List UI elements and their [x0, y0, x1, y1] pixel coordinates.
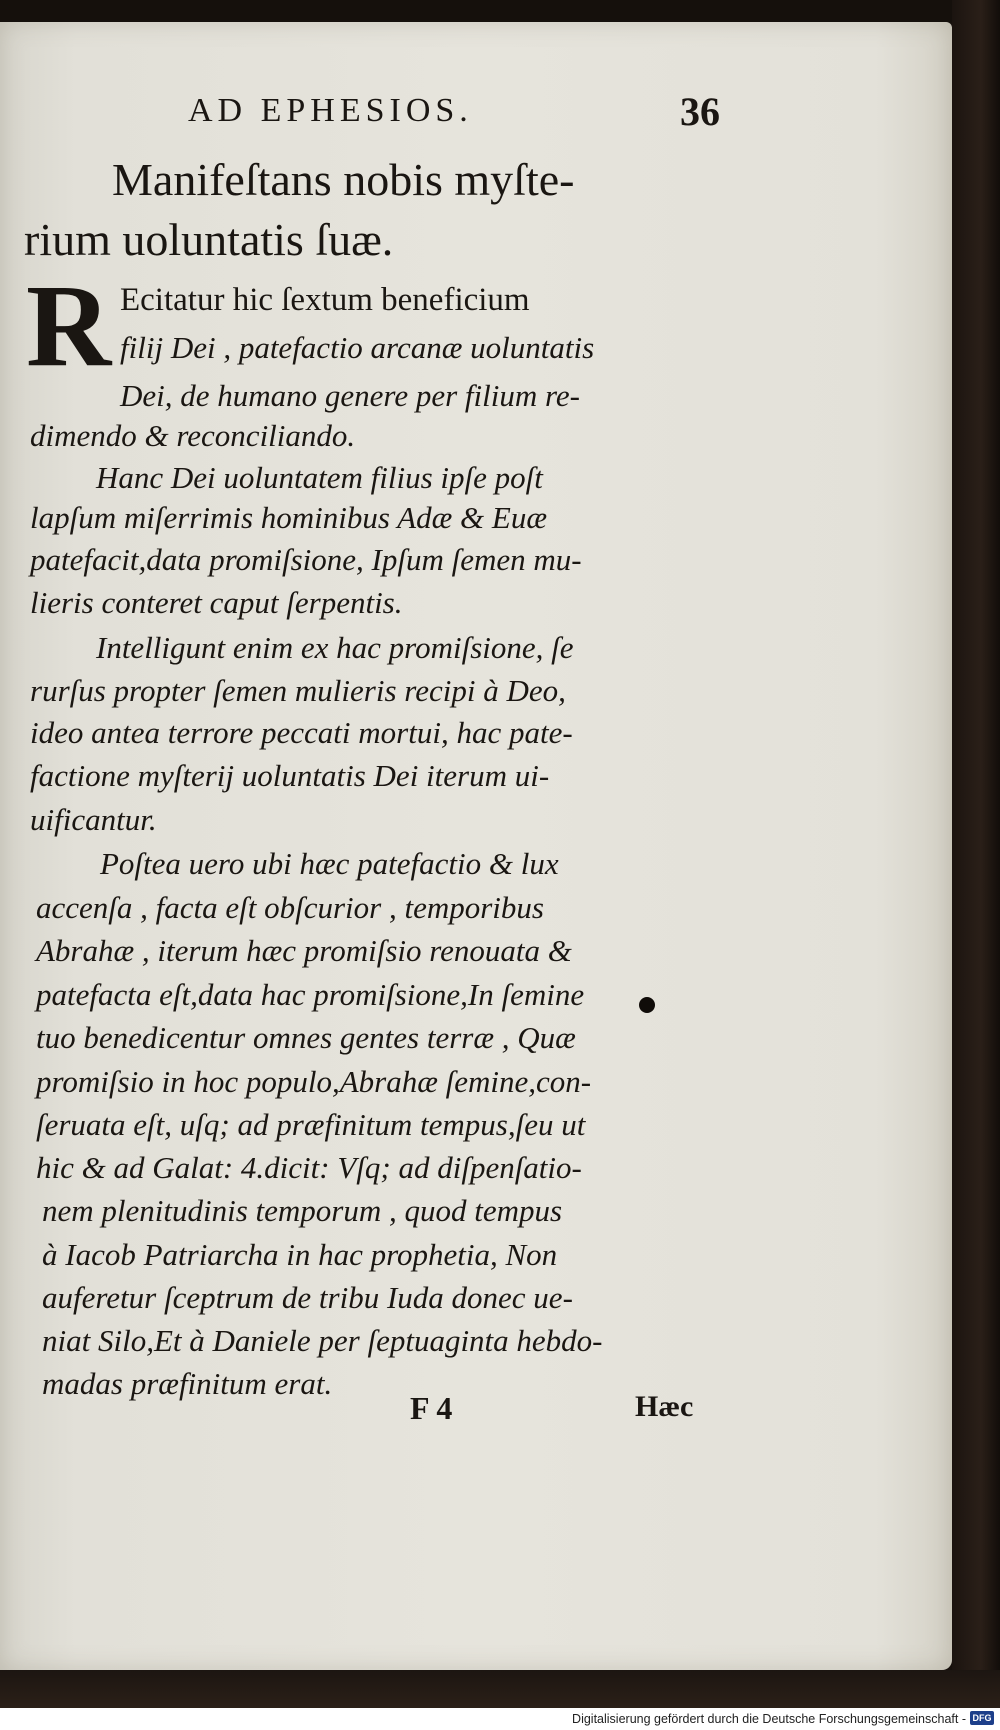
text-line: dimendo & reconciliando. [30, 418, 356, 453]
text-line: auferetur ſceptrum de tribu Iuda donec ue- [42, 1280, 573, 1315]
text-line: Hanc Dei uoluntatem filius ipſe poſt [96, 460, 543, 495]
running-title: AD EPHESIOS. [188, 92, 473, 129]
text-line: nem plenitudinis temporum , quod tempus [42, 1193, 563, 1228]
text-line: Ecitatur hic ſextum beneficium [120, 282, 530, 318]
bottom-border [0, 1670, 1000, 1708]
text-line: madas præfinitum erat. [42, 1366, 333, 1401]
section-title [24, 150, 684, 270]
top-border [0, 0, 1000, 22]
text-line: lieris conteret caput ſerpentis. [30, 585, 403, 620]
text-line: ideo antea terrore peccati mortui, hac pate- [30, 715, 573, 750]
ink-blot [639, 997, 655, 1013]
text-line: patefacta eſt,data hac promiſsione,In ſemine [36, 977, 585, 1012]
text-line: lapſum miſerrimis hominibus Adæ & Euæ [30, 500, 547, 535]
catchword: Hæc [635, 1390, 694, 1423]
text-line: ſeruata eſt, uſq; ad præfinitum tempus,ſeu ut [36, 1107, 586, 1142]
drop-capital: R [26, 260, 112, 391]
text-line: factione myſterij uoluntatis Dei iterum ui- [30, 758, 550, 793]
text-line: patefacit,data promiſsione, Ipſum ſemen mu- [30, 542, 582, 577]
book-spine-edge [952, 0, 1000, 1700]
text-line: rurſus propter ſemen mulieris recipi à Deo, [30, 673, 566, 708]
text-line: promiſsio in hoc populo,Abrahæ ſemine,con- [36, 1064, 592, 1099]
footer-credit: Digitalisierung gefördert durch die Deutsche Forschungsgemeinschaft - [572, 1712, 966, 1726]
text-line: uificantur. [30, 802, 157, 837]
text-line: hic & ad Galat: 4.dicit: Vſq; ad diſpenſatio- [36, 1150, 582, 1185]
text-line: filij Dei , patefactio arcanæ uoluntatis [120, 330, 595, 365]
text-line: Abrahæ , iterum hæc promiſsio renouata & [36, 933, 572, 968]
title-line-1: Manifeſtans nobis myſte- [112, 154, 575, 205]
text-line: Intelligunt enim ex hac promiſsione, ſe [96, 630, 574, 665]
text-line: tuo benedicentur omnes gentes terræ , Quæ [36, 1020, 576, 1055]
text-line: niat Silo,Et à Daniele per ſeptuaginta hebdo- [42, 1323, 603, 1358]
text-line: à Iacob Patriarcha in hac prophetia, Non [42, 1237, 558, 1272]
signature-mark: F 4 [410, 1390, 453, 1426]
dfg-logo-icon: DFG [970, 1711, 994, 1725]
page-number: 36 [680, 89, 720, 134]
title-line-2: rium uoluntatis ſuæ. [24, 214, 394, 265]
text-line: Poſtea uero ubi hæc patefactio & lux [100, 846, 559, 881]
text-line: Dei, de humano genere per filium re- [120, 378, 581, 413]
text-line: accenſa , facta eſt obſcurior , temporibus [36, 890, 544, 925]
